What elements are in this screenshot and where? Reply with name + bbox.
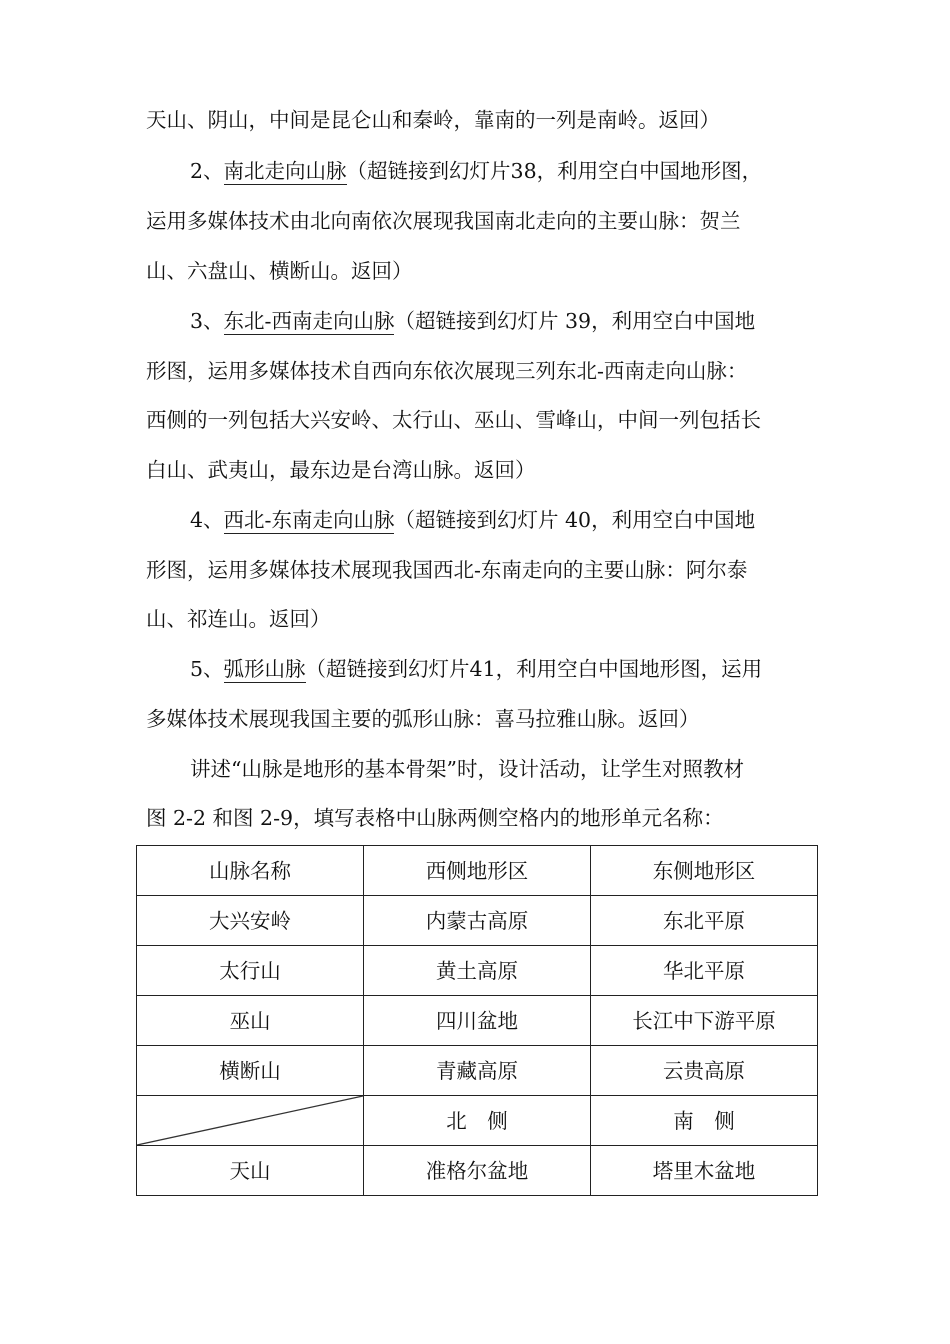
diagonal-line — [137, 1096, 363, 1145]
paragraph-line: 多媒体技术展现我国主要的弧形山脉：喜马拉雅山脉。返回） — [146, 707, 700, 731]
table-cell: 东北平原 — [591, 896, 818, 946]
paragraph-line: 运用多媒体技术由北向南依次展现我国南北走向的主要山脉：贺兰 — [146, 209, 741, 233]
table-cell: 太行山 — [137, 946, 364, 996]
table-cell: 准格尔盆地 — [364, 1146, 591, 1196]
table-header-cell: 西侧地形区 — [364, 846, 591, 896]
item-number: 3、 — [190, 309, 224, 333]
paragraph-line: 图 2-2 和图 2-9，填写表格中山脉两侧空格内的地形单元名称： — [146, 806, 724, 830]
table-row — [137, 996, 818, 1046]
table-subheader-row — [137, 1096, 818, 1146]
paragraph-text: （超链接到幻灯片 40，利用空白中国地 — [394, 508, 756, 532]
paragraph-line — [190, 156, 880, 186]
table-cell: 四川盆地 — [364, 996, 591, 1046]
paragraph-line: 西侧的一列包括大兴安岭、太行山、巫山、雪峰山，中间一列包括长 — [146, 408, 761, 432]
paragraph-line: 形图，运用多媒体技术展现我国西北-东南走向的主要山脉：阿尔泰 — [146, 558, 748, 582]
item-number: 2、 — [190, 159, 224, 183]
paragraph-line: 白山、武夷山，最东边是台湾山脉。返回） — [146, 458, 536, 482]
paragraph-line: 讲述“山脉是地形的基本骨架”时，设计活动，让学生对照教材 — [190, 757, 744, 781]
table-cell: 横断山 — [137, 1046, 364, 1096]
table-cell: 天山 — [137, 1146, 364, 1196]
table-cell: 大兴安岭 — [137, 896, 364, 946]
table-cell: 华北平原 — [591, 946, 818, 996]
table-cell: 黄土高原 — [364, 946, 591, 996]
paragraph-line: 形图，运用多媒体技术自西向东依次展现三列东北-西南走向山脉： — [146, 359, 748, 383]
table-header-row — [137, 846, 818, 896]
paragraph-line: 山、六盘山、横断山。返回） — [146, 259, 413, 283]
table-row — [137, 896, 818, 946]
link-northeast-southwest-mountains[interactable]: 东北-西南走向山脉 — [223, 309, 395, 333]
paragraph-text: （超链接到幻灯片38，利用空白中国地形图， — [346, 159, 763, 183]
table-row — [137, 1046, 818, 1096]
terrain-table — [136, 845, 818, 1196]
table-cell: 长江中下游平原 — [591, 996, 818, 1046]
link-north-south-mountains[interactable]: 南北走向山脉 — [223, 159, 347, 183]
link-northwest-southeast-mountains[interactable]: 西北-东南走向山脉 — [223, 508, 395, 532]
paragraph-line: 山、祁连山。返回） — [146, 607, 331, 631]
table-cell: 云贵高原 — [591, 1046, 818, 1096]
table-cell: 青藏高原 — [364, 1046, 591, 1096]
table-subheader-cell: 北 侧 — [364, 1096, 591, 1146]
table-header-cell: 山脉名称 — [137, 846, 364, 896]
item-number: 4、 — [190, 508, 224, 532]
paragraph-line — [190, 654, 880, 684]
link-arc-mountains[interactable]: 弧形山脉 — [223, 657, 306, 681]
paragraph-text: （超链接到幻灯片41，利用空白中国地形图，运用 — [305, 657, 763, 681]
table-subheader-cell: 南 侧 — [591, 1096, 818, 1146]
paragraph-text: （超链接到幻灯片 39，利用空白中国地 — [394, 309, 756, 333]
table-row — [137, 1146, 818, 1196]
table-row — [137, 946, 818, 996]
diagonal-split-cell — [137, 1096, 364, 1146]
paragraph-line: 天山、阴山，中间是昆仑山和秦岭，靠南的一列是南岭。返回） — [146, 108, 720, 132]
table-header-cell: 东侧地形区 — [591, 846, 818, 896]
paragraph-line — [190, 306, 880, 336]
item-number: 5、 — [190, 657, 224, 681]
table-cell: 内蒙古高原 — [364, 896, 591, 946]
table-cell: 巫山 — [137, 996, 364, 1046]
paragraph-line — [190, 505, 880, 535]
table-cell: 塔里木盆地 — [591, 1146, 818, 1196]
